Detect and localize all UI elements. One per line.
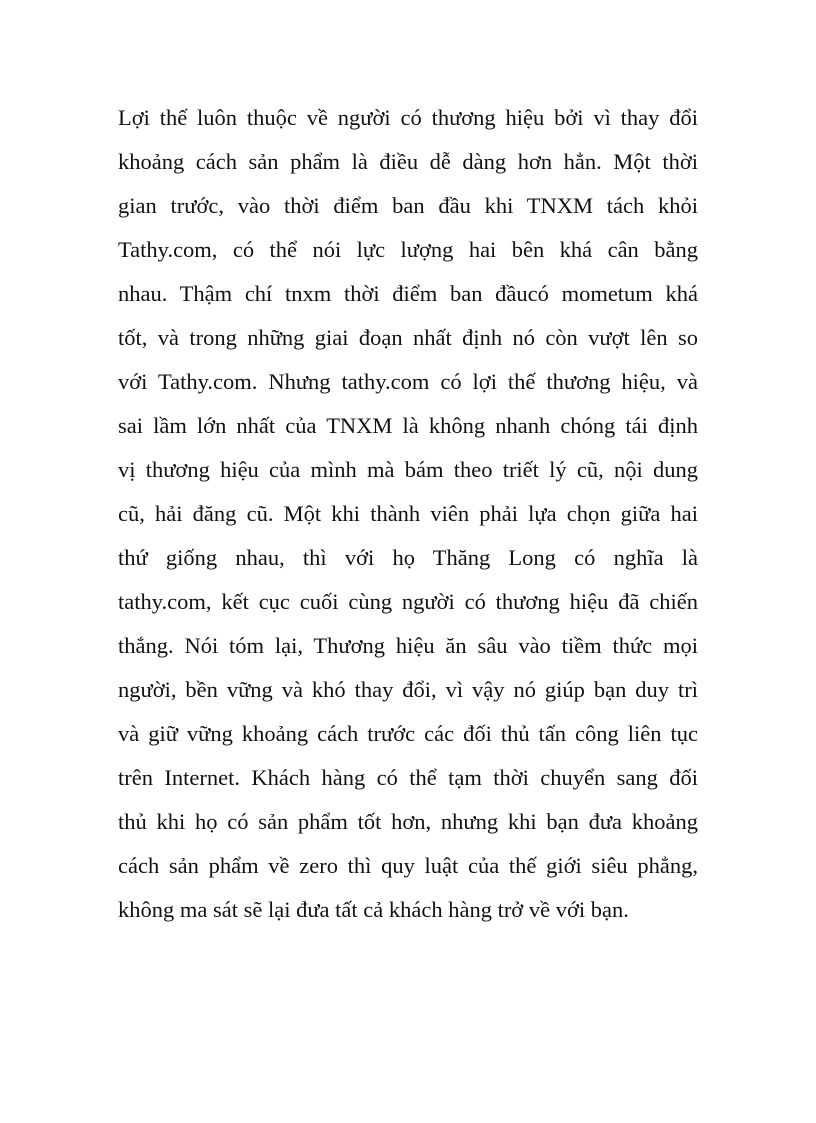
paragraph-last-line: không ma sát sẽ lại đưa tất cả khách hàng trở về với bạn. <box>118 897 629 922</box>
paragraph-line: thứ giống nhau, thì với họ Thăng Long có nghĩa là <box>118 545 698 570</box>
paragraph-line: vị thương hiệu của mình mà bám theo triết lý cũ, nội dung <box>118 457 698 482</box>
body-paragraph <box>118 96 698 932</box>
paragraph-line: tathy.com, kết cục cuối cùng người có thương hiệu đã chiến <box>118 589 698 614</box>
paragraph-line: Lợi thế luôn thuộc về người có thương hiệu bởi vì thay đổi <box>118 105 698 130</box>
paragraph-line: với Tathy.com. Nhưng tathy.com có lợi thế thương hiệu, và <box>118 369 698 394</box>
paragraph-line: thủ khi họ có sản phẩm tốt hơn, nhưng khi bạn đưa khoảng <box>118 809 698 834</box>
paragraph-line: thắng. Nói tóm lại, Thương hiệu ăn sâu vào tiềm thức mọi <box>118 633 698 658</box>
paragraph-line: người, bền vững và khó thay đổi, vì vậy nó giúp bạn duy trì <box>118 677 698 702</box>
paragraph-line: nhau. Thậm chí tnxm thời điểm ban đầucó mometum khá <box>118 281 698 306</box>
paragraph-line: Tathy.com, có thể nói lực lượng hai bên khá cân bằng <box>118 237 698 262</box>
paragraph-line: sai lầm lớn nhất của TNXM là không nhanh chóng tái định <box>118 413 698 438</box>
paragraph-line: khoảng cách sản phẩm là điều dễ dàng hơn hẳn. Một thời <box>118 149 698 174</box>
paragraph-line: trên Internet. Khách hàng có thể tạm thời chuyển sang đối <box>118 765 698 790</box>
paragraph-line: cũ, hải đăng cũ. Một khi thành viên phải lựa chọn giữa hai <box>118 501 698 526</box>
paragraph-line: tốt, và trong những giai đoạn nhất định nó còn vượt lên so <box>118 325 698 350</box>
paragraph-line: gian trước, vào thời điểm ban đầu khi TNXM tách khỏi <box>118 193 698 218</box>
paragraph-line: và giữ vững khoảng cách trước các đối thủ tấn công liên tục <box>118 721 698 746</box>
paragraph-line: cách sản phẩm về zero thì quy luật của thế giới siêu phẳng, <box>118 853 698 878</box>
